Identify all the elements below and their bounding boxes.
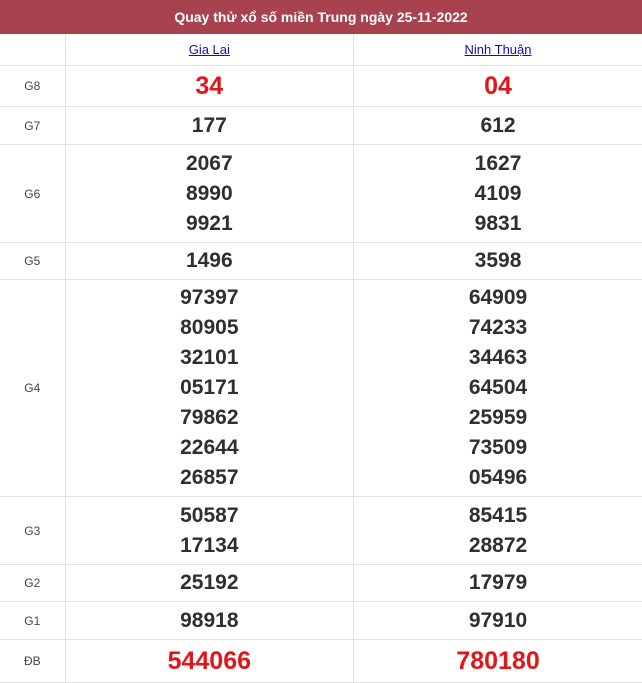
prize-label: G5 <box>0 243 65 280</box>
result-number: 73509 <box>468 436 528 459</box>
result-number: 1627 <box>474 151 522 175</box>
result-number: 544066 <box>167 647 252 675</box>
province-header-row <box>0 34 642 66</box>
header-corner-cell <box>0 34 65 66</box>
province-link-gia-lai[interactable]: Gia Lai <box>188 41 230 57</box>
prize-row-g4 <box>0 280 642 497</box>
result-number: 9831 <box>474 211 522 235</box>
province-header-cell <box>354 34 642 66</box>
prize-label: ĐB <box>0 640 65 683</box>
result-number: 74233 <box>468 316 528 339</box>
result-number: 9921 <box>185 211 233 235</box>
prize-row-special <box>0 640 642 683</box>
result-number: 177 <box>191 113 227 137</box>
result-number: 22644 <box>180 436 239 459</box>
result-cell <box>65 497 353 565</box>
result-number: 3598 <box>474 249 522 272</box>
result-cell <box>354 640 642 683</box>
prize-row-g1 <box>0 602 642 640</box>
result-number: 2067 <box>185 151 233 175</box>
prize-label: G4 <box>0 280 65 497</box>
result-cell <box>65 602 353 640</box>
prize-label: G7 <box>0 107 65 145</box>
result-cell <box>65 66 353 107</box>
prize-label: G3 <box>0 497 65 565</box>
prize-row-g8 <box>0 66 642 107</box>
result-number: 64504 <box>468 376 528 399</box>
province-link-ninh-thuan[interactable]: Ninh Thuận <box>464 41 532 57</box>
result-cell <box>354 66 642 107</box>
prize-row-g5 <box>0 243 642 280</box>
result-number: 64909 <box>468 286 528 309</box>
prize-label: G8 <box>0 66 65 107</box>
result-cell <box>354 280 642 497</box>
result-number: 50587 <box>180 503 239 527</box>
result-cell <box>65 640 353 683</box>
result-cell <box>354 602 642 640</box>
result-cell <box>354 243 642 280</box>
result-number: 79862 <box>180 406 239 429</box>
result-number: 05496 <box>468 466 528 489</box>
result-number: 05171 <box>180 376 239 399</box>
result-cell <box>354 145 642 243</box>
prize-label: G6 <box>0 145 65 243</box>
result-number: 34463 <box>468 346 528 369</box>
result-number: 97910 <box>468 608 528 632</box>
result-number: 28872 <box>468 533 528 557</box>
result-cell <box>65 280 353 497</box>
result-cell <box>65 243 353 280</box>
result-number: 34 <box>195 72 224 100</box>
result-number: 32101 <box>180 346 239 369</box>
result-cell <box>65 565 353 602</box>
prize-row-g2 <box>0 565 642 602</box>
result-number: 26857 <box>180 466 239 489</box>
result-number: 80905 <box>180 316 239 339</box>
result-number: 97397 <box>180 286 239 309</box>
prize-row-g3 <box>0 497 642 565</box>
result-number: 25192 <box>180 571 239 594</box>
province-header-cell <box>65 34 353 66</box>
result-cell <box>354 107 642 145</box>
result-cell <box>354 565 642 602</box>
result-number: 1496 <box>185 249 233 272</box>
results-table <box>0 34 642 683</box>
page-title: Quay thử xổ số miền Trung ngày 25-11-2022 <box>0 0 642 34</box>
result-number: 780180 <box>456 647 540 675</box>
result-number: 17979 <box>468 571 528 594</box>
prize-label: G2 <box>0 565 65 602</box>
result-cell <box>354 497 642 565</box>
result-cell <box>65 145 353 243</box>
result-cell <box>65 107 353 145</box>
prize-row-g7 <box>0 107 642 145</box>
result-number: 612 <box>480 113 516 137</box>
result-number: 4109 <box>474 181 522 205</box>
result-number: 17134 <box>180 533 239 557</box>
result-number: 98918 <box>180 608 239 632</box>
result-number: 85415 <box>468 503 528 527</box>
prize-row-g6 <box>0 145 642 243</box>
result-number: 25959 <box>468 406 528 429</box>
prize-label: G1 <box>0 602 65 640</box>
result-number: 8990 <box>185 181 233 205</box>
result-number: 04 <box>484 72 512 100</box>
